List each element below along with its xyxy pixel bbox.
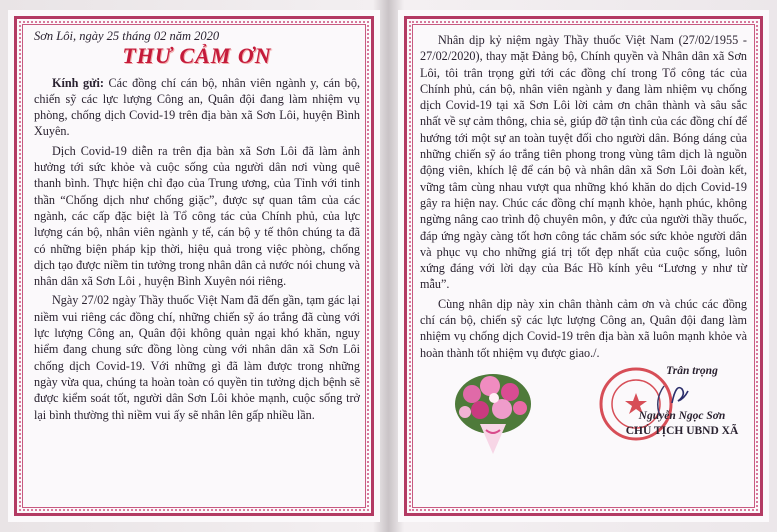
right-page (398, 10, 769, 522)
left-page (8, 10, 380, 522)
letter-title: THƯ CẢM ƠN (122, 43, 272, 69)
left-page-content (34, 28, 360, 506)
signature-block (577, 364, 747, 439)
date-line: Sơn Lôi, ngày 25 tháng 02 năm 2020 (34, 29, 220, 43)
closing-phrase: Trân trọng (666, 364, 718, 377)
right-page-content (420, 32, 747, 506)
handwritten-signature (577, 379, 747, 409)
left-paragraph-2: Ngày 27/02 ngày Thầy thuốc Việt Nam đã đến gần, tạm gác lại niềm vui riêng các đồng chí, những chiến sỹ áo trắng đã cùng với lực lượng Công an, Quân đội không quản ngại khó khăn, nguy hiểm đang chung sức đồng lòng cùng với nhân dân xã Sơn Lôi chống dịch Covid-19. Với những gì đã làm được trong những ngày vừa qua, chúng ta hoàn toàn có quyền tin tưởng dịch bệnh sẽ được kiểm soát tốt, người dân Sơn Lôi khỏe mạnh, cuộc sống trở lại bình thường thì niềm vui ấy sẽ nhân lên gấp nhiều lần. (34, 293, 360, 422)
right-paragraph-1: Nhân dịp kỷ niệm ngày Thầy thuốc Việt Nam (27/02/1955 - 27/02/2020), thay mặt Đảng bộ, Chính quyền và Nhân dân xã Sơn Lôi, tôi trân trọng gửi tới các đồng chí trong Tổ công tác của Chính phủ, cán bộ, nhân viên ngành y đang làm nhiệm vụ chống dịch Covid-19 tại xã Sơn Lôi lời cảm ơn chân thành và sâu sắc nhất về sự cảm thông, chia sẻ, giúp đỡ tận tình của các đồng chí để hướng tới một sự an toàn tuyệt đối cho người dân. Bóng dáng của những chiến sỹ áo trắng tiên phong trong vùng tâm dịch là nguồn động viên, khích lệ để cán bộ và nhân dân xã Sơn Lôi đoàn kết, vững tâm cùng nhau vượt qua những khó khăn do dịch Covid-19 gây ra hiện nay. Chúc các đồng chí mạnh khỏe, hạnh phúc, không ngừng nâng cao trình độ chuyên môn, y đức của người thầy thuốc, đáp ứng ngày càng tốt hơn công tác chăm sóc sức khỏe người dân và phục vụ cho những giá trị tốt đẹp nhất của cuộc sống, luôn xứng đáng với lời dạy của Bác Hồ kính yêu “Lương y như từ mẫu”. (420, 33, 747, 292)
signature-scribble-icon (632, 379, 692, 409)
salutation-text: Các đồng chí cán bộ, nhân viên ngành y, cán bộ, chiến sỹ các lực lượng Công an, Quân đội đang làm nhiệm vụ phòng, chống dịch Covid-19 trên địa bàn xã Sơn Lôi, huyện Bình Xuyên. (34, 75, 361, 139)
signer-name: Nguyễn Ngọc Sơn (638, 409, 726, 422)
flower-bouquet-image (450, 364, 536, 456)
left-paragraph-1: Dịch Covid-19 diễn ra trên địa bàn xã Sơn Lôi đã làm ảnh hưởng tới sức khỏe và cuộc sống của người dân nơi vùng quê thanh bình. Thực hiện chỉ đạo của Trung ương, của Tỉnh với tinh thần “Chống dịch như chống giặc”, được sự quan tâm của các ngành, các cấp đặc biệt là Tổ công tác của Chính phủ, của lực lượng cán bộ, nhân viên ngành y tế, cán bộ y tế thôn chúng ta đã có những biện pháp kịp thời, hiệu quả trong việc phòng, chống dịch tạo được niềm tin tưởng trong nhân dân cả nước nói chung và nhân dân xã Sơn Lôi , huyện Bình Xuyên nói riêng. (34, 143, 360, 289)
signer-title: CHỦ TỊCH UBND XÃ (625, 424, 739, 437)
right-paragraph-2: Cùng nhân dịp này xin chân thành cảm ơn và chúc các đồng chí cán bộ, chiến sỹ các lực lượng Công an, Quân đội đang làm nhiệm vụ chống dịch Covid-19 trên địa bàn xã luôn mạnh khỏe và hoàn thành tốt nhiệm vụ được giao./. (420, 296, 747, 360)
salutation (34, 75, 360, 140)
signature-area (420, 364, 747, 464)
salutation-label: Kính gửi: (52, 75, 104, 90)
